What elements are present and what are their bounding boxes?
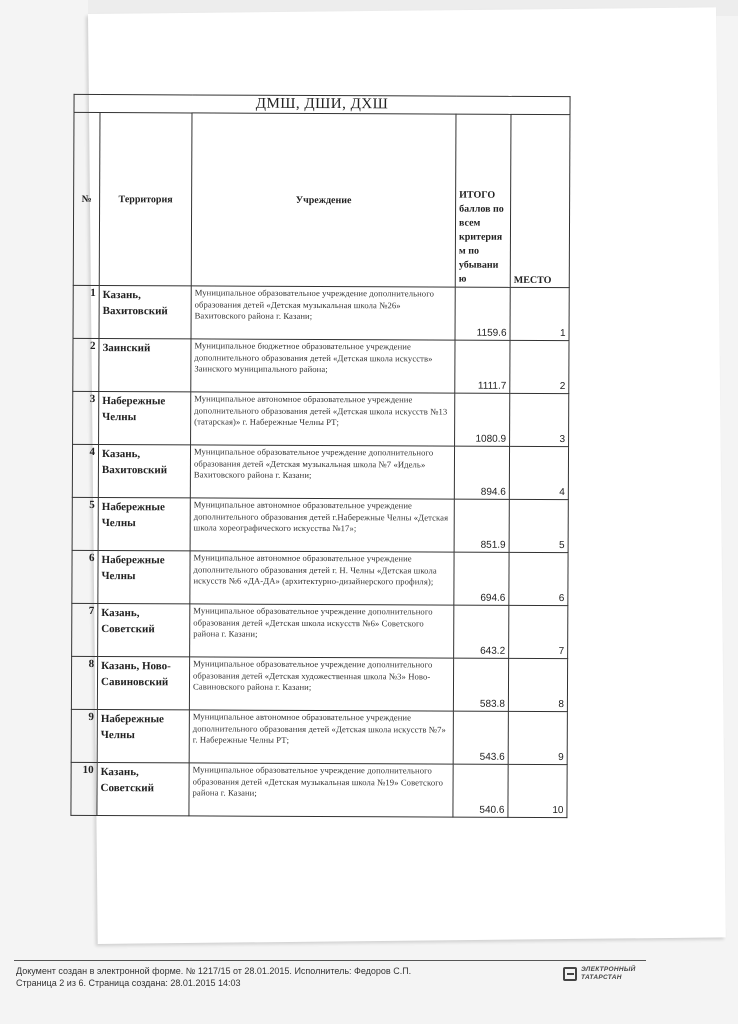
- row-place: 3: [510, 393, 569, 446]
- row-place: 1: [510, 287, 569, 340]
- table-header-row: [73, 112, 570, 287]
- row-number: 7: [72, 603, 98, 656]
- row-institution: Муниципальное образовательное учреждение дополнительного образования детей «Детская музыкальная школа №26» Вахитовского района г. Казани;: [191, 286, 455, 340]
- row-place: 4: [509, 446, 568, 499]
- row-number: 9: [71, 709, 97, 762]
- row-score: 1159.6: [455, 287, 510, 340]
- table-row: [72, 603, 568, 658]
- row-score: 851.9: [454, 499, 509, 552]
- header-territory: Территория: [99, 113, 192, 286]
- row-place: 9: [508, 711, 567, 764]
- table-row: [73, 338, 569, 393]
- row-place: 7: [509, 605, 568, 658]
- table-row: [71, 762, 567, 817]
- row-institution: Муниципальное образовательное учреждение дополнительного образования детей «Детская школа искусств №6» Советского района г. Казани;: [190, 604, 454, 658]
- row-institution: Муниципальное образовательное учреждение дополнительного образования детей «Детская музыкальная школа №7 «Идель» Вахитовского района г. Казани;: [190, 445, 454, 499]
- row-score: 583.8: [453, 658, 508, 711]
- row-score: 540.6: [453, 764, 508, 817]
- row-score: 1080.9: [455, 393, 510, 446]
- document-footer: [16, 965, 411, 989]
- row-number: 10: [71, 762, 97, 815]
- row-score: 694.6: [454, 552, 509, 605]
- row-number: 8: [71, 656, 97, 709]
- row-institution: Муниципальное автономное образовательное учреждение дополнительного образования детей «Детская школа искусств №13 (татарская)» г. Набережные Челны РТ;: [191, 392, 455, 446]
- table-row: [71, 709, 567, 764]
- row-number: 2: [73, 338, 99, 391]
- row-institution: Муниципальное образовательное учреждение дополнительного образования детей «Детская художественная школа №3» Ново-Савиновского района г. Казани;: [189, 657, 453, 711]
- row-number: 1: [73, 285, 99, 338]
- row-institution: Муниципальное образовательное учреждение дополнительного образования детей «Детская музыкальная школа №19» Советского района г. Казани;: [189, 763, 453, 817]
- row-score: 543.6: [453, 711, 508, 764]
- row-territory: Казань, Советский: [97, 763, 189, 816]
- row-institution: Муниципальное автономное образовательное учреждение дополнительного образования детей «Детская школа искусств №7» г. Набережные Челны РТ;: [189, 710, 453, 764]
- electronic-tatarstan-logo-icon: [563, 967, 577, 981]
- header-place: МЕСТО: [510, 114, 570, 287]
- footer-line-1: Документ создан в электронной форме. № 1217/15 от 28.01.2015. Исполнитель: Федоров С.П.: [16, 966, 412, 976]
- row-institution: Муниципальное автономное образовательное учреждение дополнительного образования детей г.Набережные Челны «Детская школа хореографического искусства №17»;: [190, 498, 454, 552]
- row-score: 643.2: [454, 605, 509, 658]
- header-total: ИТОГО баллов по всем критерия м по убывани ю: [455, 114, 511, 287]
- header-institution: Учреждение: [191, 113, 456, 287]
- table-row: [72, 497, 568, 552]
- row-territory: Казань, Вахитовский: [98, 445, 190, 498]
- row-score: 894.6: [454, 446, 509, 499]
- row-place: 8: [508, 658, 567, 711]
- ranking-table: [70, 94, 570, 818]
- row-territory: Набережные Челны: [98, 551, 190, 604]
- row-place: 2: [510, 340, 569, 393]
- logo-line-1: ЭЛЕКТРОННЫЙ: [581, 966, 636, 973]
- table-row: [73, 391, 569, 446]
- row-territory: Заинский: [99, 339, 191, 392]
- row-score: 1111.7: [455, 340, 510, 393]
- row-place: 5: [509, 499, 568, 552]
- table-row: [72, 550, 568, 605]
- header-num: №: [73, 112, 100, 285]
- table-title: ДМШ, ДШИ, ДХШ: [74, 94, 570, 114]
- row-number: 4: [72, 444, 98, 497]
- row-number: 3: [73, 391, 99, 444]
- row-territory: Казань, Ново-Савиновский: [97, 657, 189, 710]
- row-number: 6: [72, 550, 98, 603]
- row-territory: Набережные Челны: [97, 710, 189, 763]
- footer-divider: [14, 960, 646, 961]
- table-row: [73, 285, 569, 340]
- row-place: 6: [509, 552, 568, 605]
- table-row: [72, 444, 568, 499]
- row-territory: Казань, Советский: [98, 604, 190, 657]
- electronic-tatarstan-logo: [563, 966, 636, 982]
- row-territory: Набережные Челны: [99, 392, 191, 445]
- row-territory: Казань, Вахитовский: [99, 286, 191, 339]
- table-row: [71, 656, 567, 711]
- footer-line-2: Страница 2 из 6. Страница создана: 28.01.2015 14:03: [16, 978, 241, 988]
- logo-line-2: ТАТАРСТАН: [581, 974, 622, 981]
- row-number: 5: [72, 497, 98, 550]
- row-place: 10: [508, 764, 567, 817]
- row-institution: Муниципальное автономное образовательное учреждение дополнительного образования детей г. Н. Челны «Детская школа искусств №6 «ДА-ДА» (архитектурно-дизайнерского профиля);: [190, 551, 454, 605]
- row-territory: Набережные Челны: [98, 498, 190, 551]
- row-institution: Муниципальное бюджетное образовательное учреждение дополнительного образования детей «Детская школа искусств» Заинского муниципального района;: [191, 339, 455, 393]
